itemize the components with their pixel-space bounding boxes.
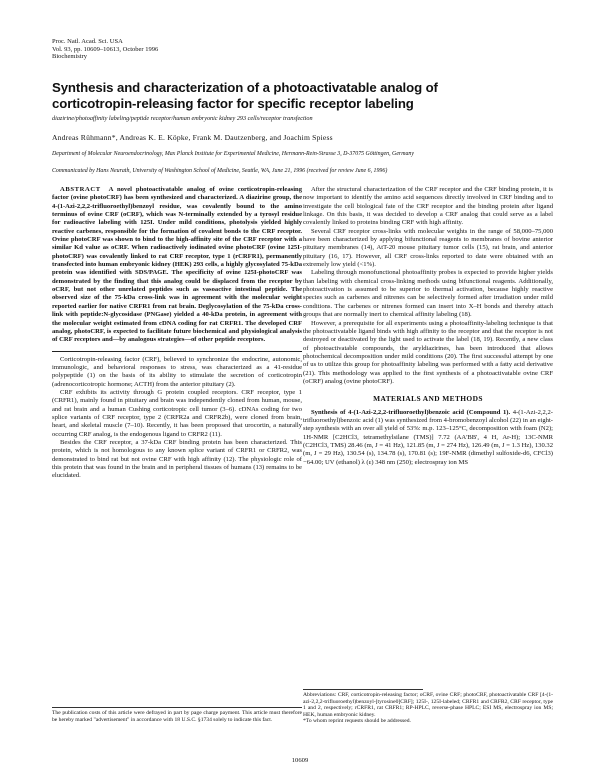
journal-volume: Vol. 93, pp. 10609–10613, October 1996: [52, 45, 159, 53]
intro-paragraph-4: After the structural characterization of the CRF receptor and the CRF binding protein, it is now important to identify the amino acid sequences directly involved in CRF binding and to investigate the cell biological fate of the CRF receptor and the binding protein after ligand linkage. On this basis, it was decided to develop a CRF analog that could serve as a label covalently linked to proteins binding CRF with high affinity.: [303, 186, 553, 227]
title-line-2: corticotropin-releasing factor for specific receptor labeling: [52, 96, 414, 111]
abstract-label: ABSTRACT: [60, 186, 101, 193]
title-line-1: Synthesis and characterization of a photoactivatable analog of: [52, 80, 438, 95]
intro-paragraph-6: Labeling through monofunctional photoaffinity probes is expected to provide higher yields than labeling with chemical cross-linking methods using bifunctional reagents. Additionally, photoactivation is assumed to be superior to thermal activation, because highly reactive species such as carbenes and nitrenes can be selectively formed after irradiation under mild conditions. The carbenes or nitrenes formed can insert into X–H bonds and thereby attach groups that are normally inert to chemical affinity labeling (18).: [303, 269, 553, 319]
methods-subheading: Synthesis of 4-(1-Azi-2,2,2-trifluoroethyl)benzoic acid (Compound 1).: [311, 408, 511, 416]
footnote-divider: [52, 707, 302, 708]
intro-paragraph-7: However, a prerequisite for all experiments using a photoaffinity-labeling technique is that the photoactivatable ligand binds with high affinity to the receptor and that the receptor is not destroyed or deactivated by the light used to activate the label (18, 19). Recently, a new class of photoactivatable compounds, the aryldiazirines, has been introduced that allows photochemical decomposition under mild conditions (20). The first successful attempt by one of us to utilize this group for photoaffinity labeling was performed with a fatty acid derivative (21). This methodology was applied to the first synthesis of a photoactivatable ovine CRF (oCRF) analog (ovine photoCRF).: [303, 319, 553, 385]
methods-heading: MATERIALS AND METHODS: [373, 394, 483, 404]
intro-paragraph-5: Several CRF receptor cross-links with molecular weights in the range of 58,000–75,000 have been characterized by applying bifunctional reagents to membranes of bovine anterior pituitary membranes (14), AtT-20 mouse pituitary tumor cells (15), rat brain, and anterior pituitary (16, 17). However, all CRF cross-links reported to date were obtained with an extremely low yield (<1%).: [303, 227, 553, 269]
abstract-divider: [52, 351, 302, 352]
journal-name: Proc. Natl. Acad. Sci. USA: [52, 38, 123, 45]
article-title: [52, 80, 552, 112]
publication-costs-footnote: [52, 707, 302, 723]
intro-paragraph-3: Besides the CRF receptor, a 37-kDa CRF binding protein has been characterized. This protein, which is not homologous to any known splice variant of CRFR1 or CRFR2, was demonstrated to bind rat but not ovine CRF with high affinity (12). The physiologic role of this protein that was found in the brain and in peripheral tissues of humans (13) remains to be elucidated.: [52, 438, 302, 480]
intro-paragraph-2: CRF exhibits its activity through G protein coupled receptors. CRF receptor, type 1 (CRFR1), mainly found in pituitary and brain was independently cloned from human, mouse, and rat brain and a human Cushing corticotropic cell tumor (3–6). cDNAs coding for two splice variants of CRF receptor, type 2 (CRFR2a and CRFR2b), were cloned from brain, heart, and skeletal muscle (7–10). Recently, it has been proposed that urocortin, a naturally occurring CRF analog, is the endogenous ligand to CRFR2 (11).: [52, 388, 302, 438]
methods-text: 4-(1-Azi-2,2,2-trifluoroethyl)benzoic acid (1) was synthesized from 4-bromobenzoyl alcohol (22) in an eight-step synthesis with an over all yield of 53%: m.p. 123–125°C, decomposition with foam (N2); 1H-NMR [C2HCl3, tetramethylsilane (TMS)] 7.72 (AA'BB', 4 H, Ar-H); 13C-NMR (C2HCl3, TMS) 28.46 (m, J = 41 Hz), 121.85 (m, J = 274 Hz), 126.49 (m, J = 1.3 Hz), 130.32 (m, J = 29 Hz), 130.54 (s), 134.78 (s), 170.81 (s); 19F-NMR (dimethyl sulfoxide-d6, CFCl3) −64.00; UV (ethanol) λ (ε) 348 nm (250); electrospray ion MS: [303, 408, 553, 466]
intro-paragraph-1: Corticotropin-releasing factor (CRF), believed to synchronize the endocrine, autonomic, immunologic, and behavioral responses to stress, was characterized as a 41-residue polypeptide (1) on the basis of its ability to stimulate the secretion of corticotropin (adrenocorticotropic hormone; ACTH) from the anterior pituitary (2).: [52, 355, 302, 388]
abbreviations-footnote: [303, 689, 553, 725]
communicated-by: Communicated by Hans Neurath, University of Washington School of Medicine, Seattle, WA, June 21, 1996 (received for review June 6, 1996): [52, 168, 388, 174]
journal-section: Biochemistry: [52, 53, 88, 60]
authors: Andreas Rühmann*, Andreas K. E. Köpke, Frank M. Dautzenberg, and Joachim Spiess: [52, 133, 333, 142]
affiliation: Department of Molecular Neuroendocrinology, Max Planck Institute for Experimental Medicine, Hermann-Rein-Strasse 3, D-37075 Göttingen, Germany: [52, 151, 414, 157]
methods-paragraph: [303, 409, 553, 467]
left-column: [52, 186, 302, 481]
keywords: diazirine/photoaffinity labeling/peptide receptor/human embryonic kidney 293 cells/receptor transfection: [52, 115, 313, 122]
right-column: [303, 186, 553, 467]
page-number: 10609: [291, 757, 309, 764]
abbreviations-text: Abbreviations: CRF, corticotropin-releasing factor; oCRF, ovine CRF; photoCRF, photoactivatable CRF [4-(1-azi-2,2,2-trifluoroethyl)benzoyl-[tyrosine0]CRF]; 125I-, 125I-labeled; CRFR1 and CRFR2, CRF receptor, type 1 and 2, respectively; rCRFR1, rat CRFR1; RP-HPLC, reverse-phase HPLC; ESI MS, electrospray ion MS; HEK, human embryonic kidney.: [303, 692, 553, 718]
journal-header: [52, 38, 158, 61]
abstract-text: A novel photoactivatable analog of ovine corticotropin-releasing factor (ovine photoCRF) has been synthesized and characterized. A diazirine group, the 4-(1-Azi-2,2,2-trifluoroethyl)benzoyl residue, was covalently bound to the amino terminus of ovine CRF (oCRF), which was N-terminally extended by a tyrosyl residue for radioactive labeling with 125I. Under mild conditions, photolysis yielded highly reactive carbenes, responsible for the formation of covalent bonds to the CRF receptor. Ovine photoCRF was shown to bind to the high-affinity site of the CRF receptor with a similar Kd value as oCRF. When radioactively iodinated ovine photoCRF (ovine 125I-photoCRF) was covalently linked to rat CRF receptor, type 1 (rCRFR1), permanently transfected into human embryonic kidney (HEK) 293 cells, a highly glycosylated 75-kDa protein was identified with SDS/PAGE. The specificity of ovine 125I-photoCRF was demonstrated by the finding that this analog could be displaced from the receptor by oCRF, but not other unrelated peptides such as vasoactive intestinal peptide. The observed size of the 75-kDa cross-link was in agreement with the molecular weight reported earlier for native CRFR1 from rat brain. Deglycosylation of the 75-kDa cross-link with peptide:N-glycosidase (PNGase) yielded a 40-kDa protein, in agreement with the molecular weight estimated from cDNA coding for rat CRFR1. The developed CRF analog, photoCRF, is expected to facilitate future biochemical and physiological analysis of CRF receptors and—by analogous strategies—of other peptide receptors.: [52, 186, 302, 344]
corresponding-author-note: *To whom reprint requests should be addressed.: [303, 718, 411, 725]
abstract: [52, 186, 302, 345]
publication-costs-text: The publication costs of this article were defrayed in part by page charge payment. This article must therefore be hereby marked "advertisement" in accordance with 18 U.S.C. §1734 solely to indicate this fact.: [52, 710, 302, 723]
footnote-divider: [303, 689, 423, 690]
